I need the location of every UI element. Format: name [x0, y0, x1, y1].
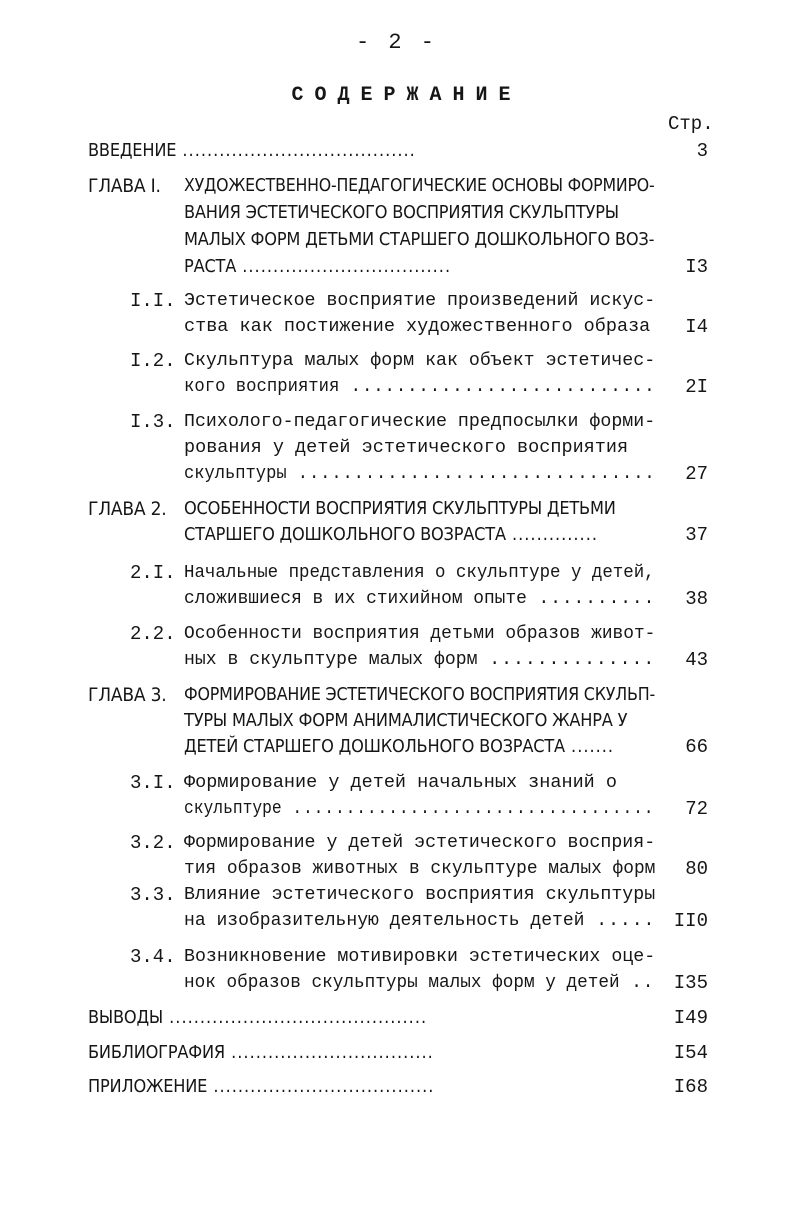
leader-dots: ..	[619, 972, 655, 993]
toc-entry-line: Особенности восприятия детьми образов живот-	[184, 623, 656, 644]
section-number: I.I.	[130, 290, 176, 312]
toc-entry-line: ФОРМИРОВАНИЕ ЭСТЕТИЧЕСКОГО ВОСПРИЯТИЯ СКУЛЬП-	[184, 684, 656, 705]
toc-entry-line: ОСОБЕННОСТИ ВОСПРИЯТИЯ СКУЛЬПТУРЫ ДЕТЬМИ	[184, 498, 616, 519]
toc-entry-line: ВАНИЯ ЭСТЕТИЧЕСКОГО ВОСПРИЯТИЯ СКУЛЬПТУРЫ	[184, 202, 619, 223]
toc-page-number: I35	[673, 972, 708, 994]
toc-entry-line: ТУРЫ МАЛЫХ ФОРМ АНИМАЛИСТИЧЕСКОГО ЖАНРА У	[184, 710, 628, 731]
leader-dots: ................................	[286, 463, 656, 484]
page-column-header: Стр.	[668, 113, 714, 135]
toc-entry-line: тия образов животных в скульптуре малых форм	[184, 858, 656, 879]
leader-dots: .................................	[225, 1042, 434, 1063]
leader-dots: ...........................	[339, 376, 656, 397]
toc-page-number: I54	[673, 1042, 708, 1064]
toc-page-number: I49	[673, 1007, 708, 1029]
chapter-label: ГЛАВА I.	[88, 175, 161, 197]
toc-entry-line: Формирование у детей эстетического восприя-	[184, 832, 656, 853]
toc-entry-line: кого восприятия ...........................	[184, 376, 656, 397]
toc-page-number: 37	[685, 524, 708, 546]
toc-entry-line: рования у детей эстетического восприятия	[184, 437, 629, 458]
toc-page-number: 27	[685, 463, 708, 485]
section-number: 2.2.	[130, 623, 176, 645]
toc-entry-line: ДЕТЕЙ СТАРШЕГО ДОШКОЛЬНОГО ВОЗРАСТА .......	[184, 736, 615, 757]
page-number: - 2 -	[355, 30, 437, 55]
toc-entry-line: на изобразительную деятельность детей .....	[184, 910, 656, 931]
toc-entry-line: Эстетическое восприятие произведений искус-	[184, 290, 656, 311]
section-number: I.2.	[130, 350, 176, 372]
leader-dots: ..............	[505, 524, 598, 545]
leader-dots: ..........................................	[163, 1007, 428, 1028]
section-number: 3.4.	[130, 946, 176, 968]
toc-entry-line: ХУДОЖЕСТВЕННО-ПЕДАГОГИЧЕСКИЕ ОСНОВЫ ФОРМИРО-	[184, 175, 655, 196]
toc-page-number: 2I	[685, 376, 708, 398]
toc-entry-line: скульптуре ..................................	[184, 798, 655, 819]
leader-dots: .....	[584, 910, 656, 931]
toc-entry-line: ства как постижение художественного образа	[184, 316, 651, 337]
toc-entry-line: Начальные представления о скульптуре у детей,	[184, 562, 655, 583]
toc-page-number: I3	[685, 256, 708, 278]
section-number: 3.2.	[130, 832, 176, 854]
leader-dots: ..........	[526, 588, 656, 609]
leader-dots: .......	[564, 736, 615, 757]
toc-entry-line: ных в скульптуре малых форм ..............	[184, 649, 656, 670]
leader-dots: ....................................	[207, 1076, 435, 1097]
leader-dots: ..................................	[236, 256, 452, 277]
toc-entry-text: ВЫВОДЫ ..........................................	[88, 1007, 428, 1028]
toc-page-number: 38	[685, 588, 708, 610]
toc-entry-line: РАСТА ..................................	[184, 256, 452, 277]
toc-entry-line: скульптуры ................................	[184, 463, 656, 484]
leader-dots: ..............	[477, 649, 656, 670]
toc-entry-line: МАЛЫХ ФОРМ ДЕТЬМИ СТАРШЕГО ДОШКОЛЬНОГО ВОЗ-	[184, 229, 655, 250]
toc-entry-line: Формирование у детей начальных знаний о	[184, 772, 617, 793]
toc-entry-line: Влияние эстетического восприятия скульптуры	[184, 884, 656, 905]
toc-entry-line: Скульптура малых форм как объект эстетичес-	[184, 350, 656, 371]
toc-page-number: I68	[673, 1076, 708, 1098]
toc-entry-line: сложившиеся в их стихийном опыте ..........	[184, 588, 656, 609]
toc-page-number: 43	[685, 649, 708, 671]
section-number: 2.I.	[130, 562, 176, 584]
toc-page-number: I4	[685, 316, 708, 338]
toc-page-number: 3	[696, 140, 708, 162]
toc-page-number: 80	[685, 858, 708, 880]
chapter-label: ГЛАВА 3.	[88, 684, 167, 706]
toc-page-number: II0	[673, 910, 708, 932]
toc-page-number: 66	[685, 736, 708, 758]
toc-entry-line: Возникновение мотивировки эстетических оце-	[184, 946, 656, 967]
page-title: СОДЕРЖАНИЕ	[291, 84, 522, 107]
toc-entry-text: ПРИЛОЖЕНИЕ ....................................	[88, 1076, 435, 1097]
toc-page-number: 72	[685, 798, 708, 820]
chapter-label: ГЛАВА 2.	[88, 498, 167, 520]
section-number: 3.3.	[130, 884, 176, 906]
section-number: 3.I.	[130, 772, 176, 794]
toc-entry-text: ВВЕДЕНИЕ ......................................	[88, 140, 416, 161]
toc-entry-line: СТАРШЕГО ДОШКОЛЬНОГО ВОЗРАСТА ..............	[184, 524, 598, 545]
leader-dots: ......................................	[176, 140, 416, 161]
toc-entry-line: нок образов скульптуры малых форм у детей ..	[184, 972, 655, 993]
section-number: I.3.	[130, 411, 176, 433]
leader-dots: ..................................	[281, 798, 655, 819]
toc-entry-text: БИБЛИОГРАФИЯ .................................	[88, 1042, 434, 1063]
toc-entry-line: Психолого-педагогические предпосылки форми-	[184, 411, 656, 432]
